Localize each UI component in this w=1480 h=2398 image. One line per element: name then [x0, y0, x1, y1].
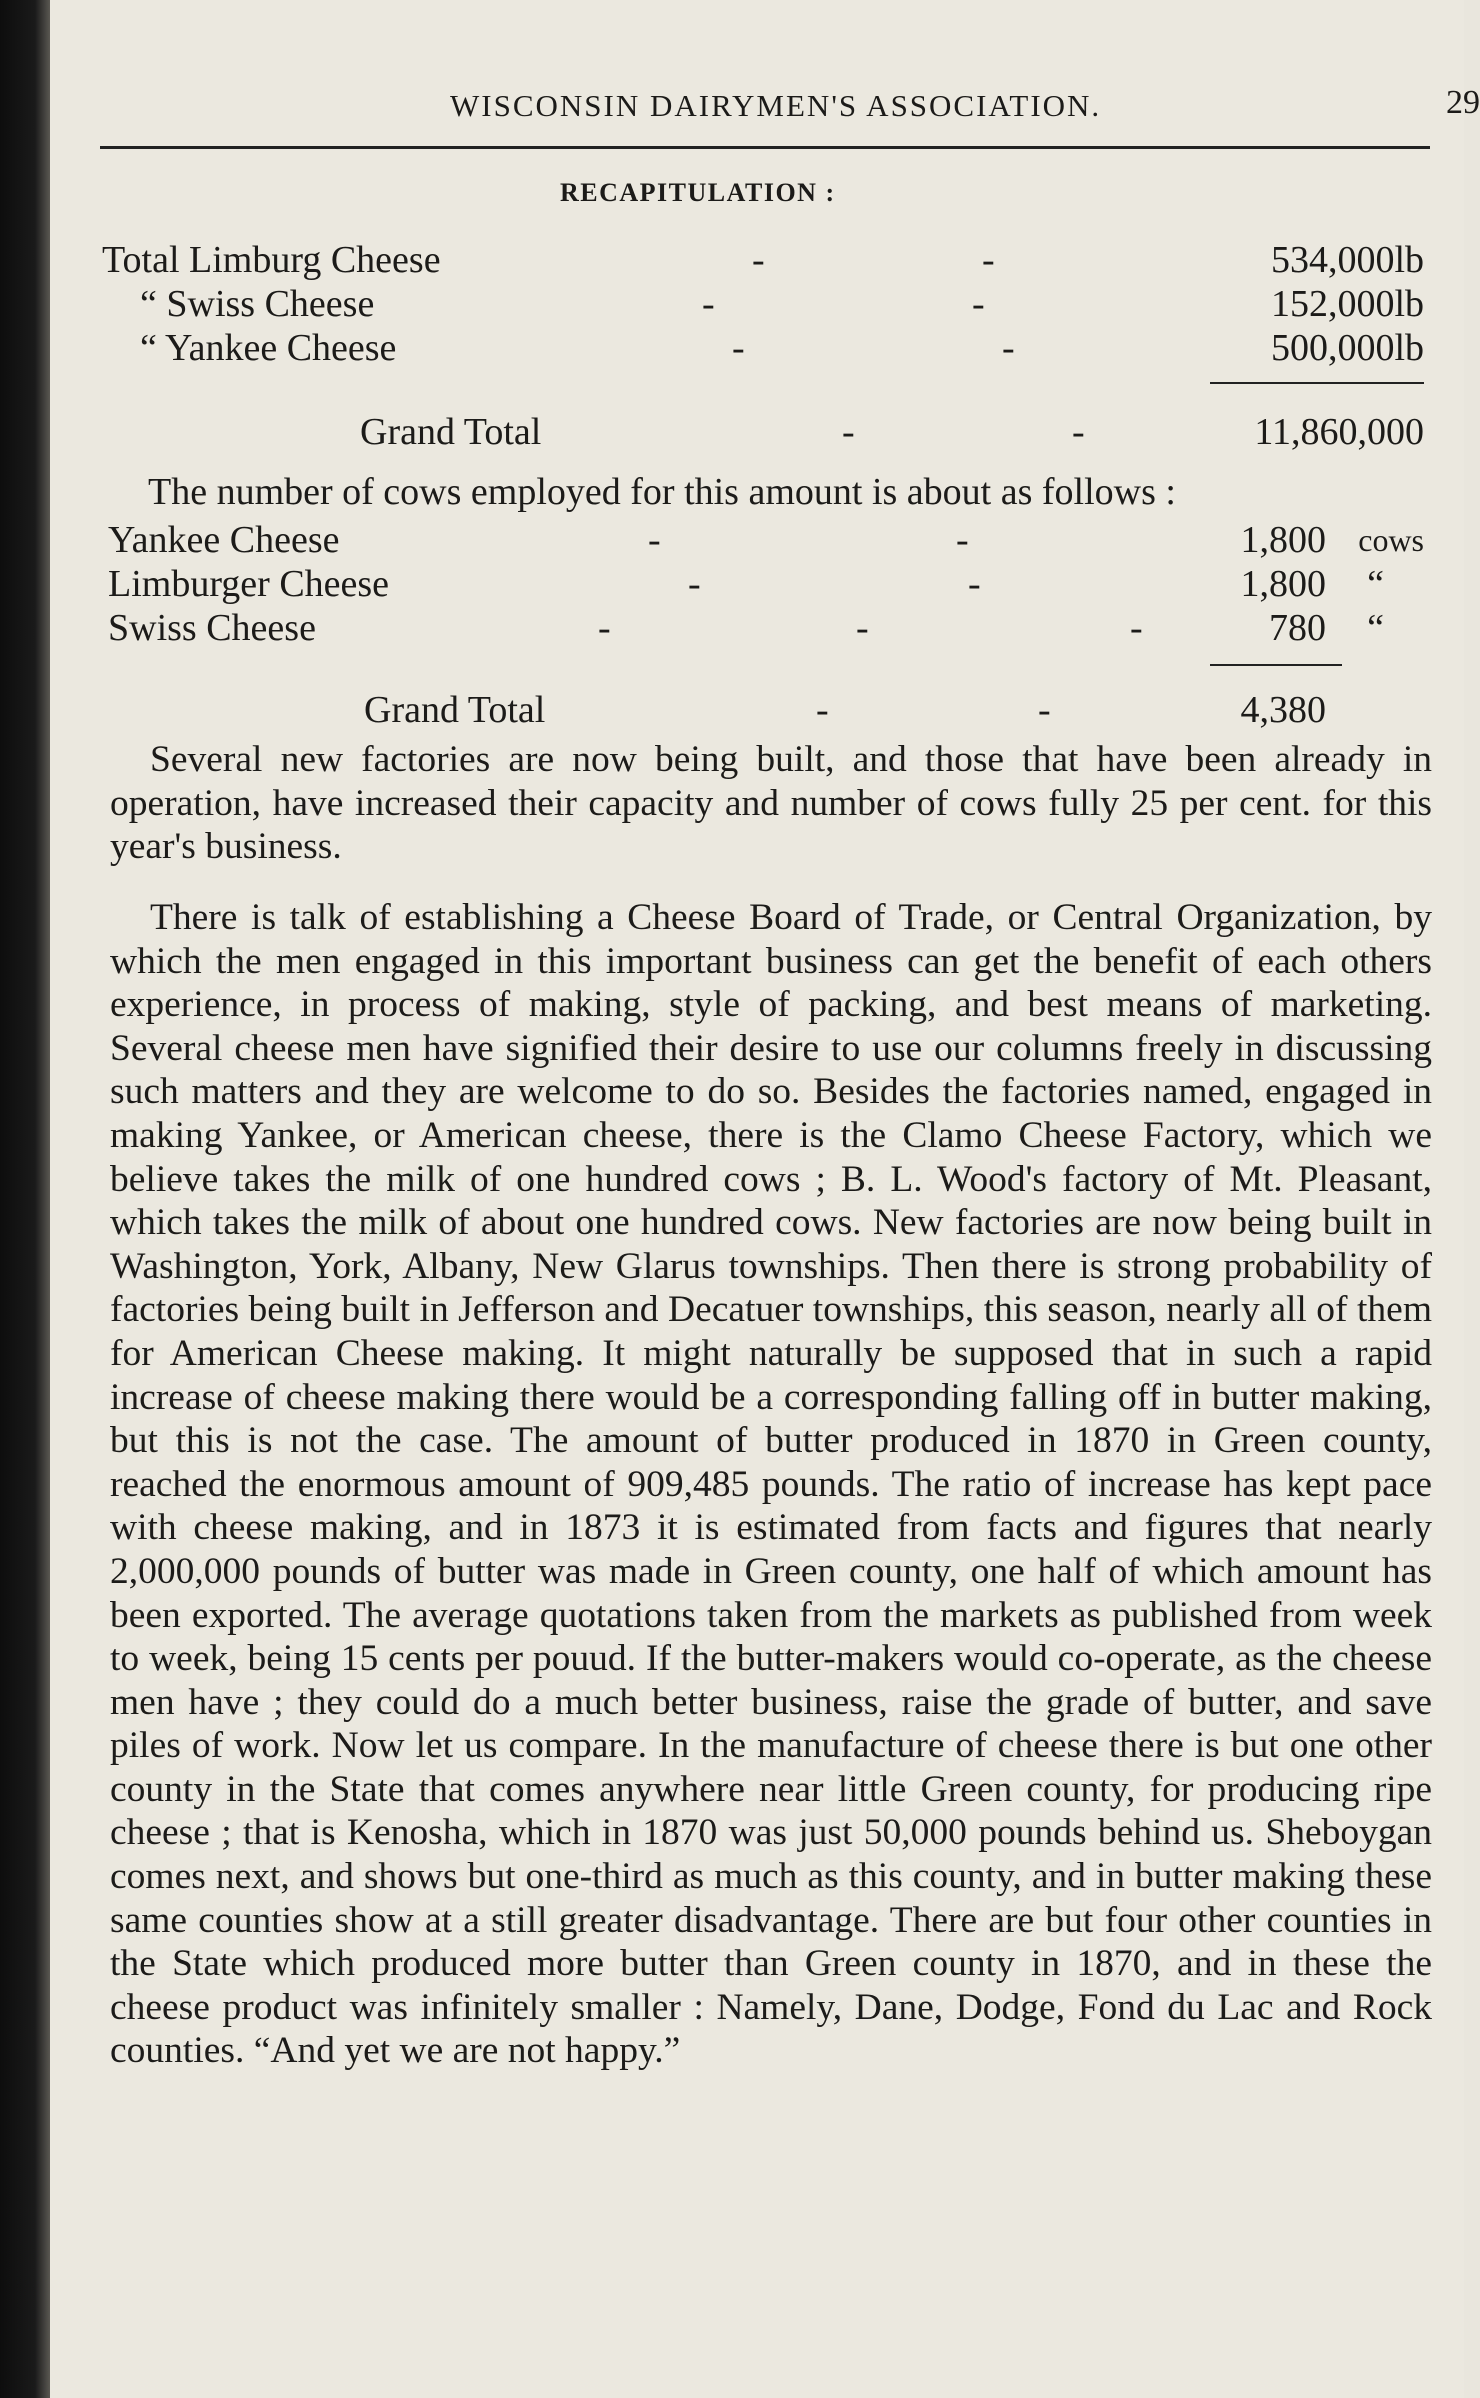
leader-dash: - [816, 689, 829, 731]
leader-dash: - [598, 607, 611, 649]
leader-dash: - [688, 563, 701, 605]
leader-dash: - [1130, 607, 1143, 649]
cows-row-label: Yankee Cheese [108, 519, 340, 561]
recap-row-yankee [102, 326, 1424, 370]
leader-dash: - [1072, 411, 1085, 453]
grand-total-label: Grand Total [360, 411, 542, 453]
recap-row-label: “ Swiss Cheese [140, 283, 375, 325]
recap-row-label: “ Yankee Cheese [140, 327, 397, 369]
grand-total-value: 4,380 [1240, 689, 1326, 731]
cows-row-unit: “ [1367, 607, 1384, 649]
cows-row-limburger [108, 562, 1424, 606]
page-number: 29 [1446, 84, 1480, 121]
sum-rule [1210, 664, 1342, 666]
cows-intro [148, 470, 1348, 514]
grand-total-value: 11,860,000 [1254, 411, 1424, 453]
leader-dash: - [972, 283, 985, 325]
leader-dash: - [982, 239, 995, 281]
cows-row-label: Limburger Cheese [108, 563, 390, 605]
cows-row-unit: cows [1358, 522, 1424, 558]
book-spine-shadow [0, 0, 50, 2398]
leader-dash: - [1002, 327, 1015, 369]
cows-row-unit: “ [1367, 563, 1384, 605]
cows-intro-text: The number of cows employed for this amount is about as follows : [148, 471, 1176, 513]
leader-dash: - [1038, 689, 1051, 731]
recap-grand-total [102, 410, 1424, 454]
recap-row-label: Total Limburg Cheese [102, 239, 441, 281]
grand-total-label: Grand Total [364, 689, 546, 731]
leader-dash: - [732, 327, 745, 369]
leader-dash: - [702, 283, 715, 325]
cows-row-yankee [108, 518, 1424, 562]
leader-dash: - [856, 607, 869, 649]
cows-row-value: 780 [1269, 607, 1326, 649]
cows-row-value: 1,800 [1240, 519, 1326, 561]
sum-rule [1210, 382, 1424, 384]
header-rule [100, 146, 1430, 149]
recap-row-swiss [102, 282, 1424, 326]
cows-grand-total [108, 688, 1424, 732]
leader-dash: - [648, 519, 661, 561]
recap-row-value: 534,000lb [1270, 239, 1424, 281]
recap-row-limburg [102, 238, 1424, 282]
recap-row-value: 152,000lb [1270, 283, 1424, 325]
leader-dash: - [842, 411, 855, 453]
paragraph-cheese-board: There is talk of establishing a Cheese Board of Trade, or Central Organization, by which the men engaged in this important business can get the benefit of each others experience, in process of making, style of packing, and best means of marketing. Several cheese men have signified their desire to use our columns freely in discussing such matters and they are welcome to do so. Besides the factories named, engaged in making Yankee, or American cheese, there is the Clamo Cheese Factory, which we believe takes the milk of one hundred cows ; B. L. Wood's factory of Mt. Pleasant, which takes the milk of about one hundred cows. New factories are now being built in Washington, York, Albany, New Glarus townships. Then there is strong probability of factories being built in Jefferson and Decatuer townships, this season, nearly all of them for American Cheese making. It might naturally be supposed that in such a rapid increase of cheese making there would be a corresponding falling off in butter making, but this is not the case. The amount of butter produced in 1870 in Green county, reached the enormous amount of 909,485 pounds. The ratio of increase has kept pace with cheese making, and in 1873 it is estimated from facts and figures that nearly 2,000,000 pounds of butter was made in Green county, one half of which amount has been exported. The average quotations taken from the markets as published from week to week, being 15 cents per pouud. If the butter-makers would co-operate, as the cheese men have ; they could do a much better business, raise the grade of butter, and save piles of work. Now let us compare. In the manufacture of cheese there is but one other county in the State that comes anywhere near little Green county, for producing ripe cheese ; that is Kenosha, which in 1870 was just 50,000 pounds behind us. Sheboygan comes next, and shows but one-third as much as this county, and in butter making these same counties show at a still greater disadvantage. There are but four other counties in the State which produced more butter than Green county in 1870, and in these the cheese product was infinitely smaller : Namely, Dane, Dodge, Fond du Lac and Rock counties. “And yet we are not happy.” [110, 897, 1432, 2072]
paragraph-new-factories: Several new factories are now being built, and those that have been already in operation, have increased their capacity and number of cows fully 25 per cent. for this year's business. [110, 739, 1432, 867]
recap-row-value: 500,000lb [1270, 327, 1424, 369]
leader-dash: - [752, 239, 765, 281]
leader-dash: - [968, 563, 981, 605]
cows-row-swiss [108, 606, 1424, 650]
cows-row-value: 1,800 [1240, 563, 1326, 605]
recap-heading: RECAPITULATION : [560, 178, 836, 207]
leader-dash: - [956, 519, 969, 561]
running-head [150, 84, 1480, 128]
cows-row-label: Swiss Cheese [108, 607, 316, 649]
running-title: WISCONSIN DAIRYMEN'S ASSOCIATION. [450, 88, 1102, 123]
